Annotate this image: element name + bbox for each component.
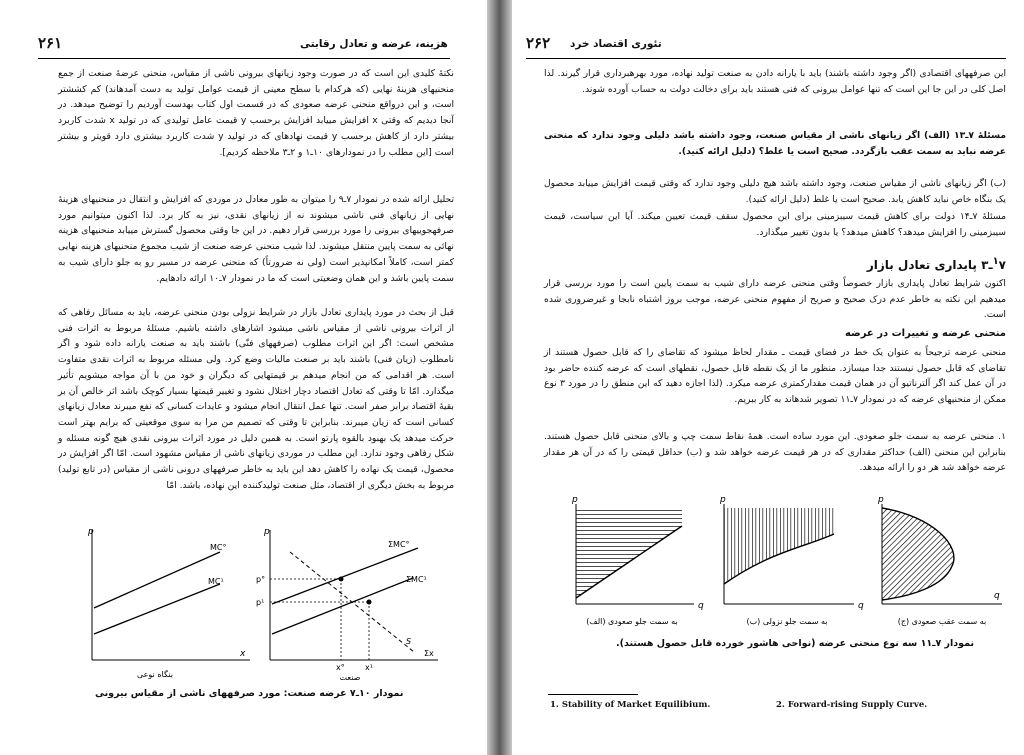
subject-label: بنگاه نوعی [136,670,174,679]
paragraph: منحنی عرضه ترجیحاً به عنوان یک خط در فضای قیمت ـ مقدار لحاظ میشود که تقاضای را که قابل حصول هستند از تقاضای که قابل حصول نیستند جدا میسازد. منظور ما از یک نقطه قابل حصول، نقطهای است که عرضه کننده حاضر بود در آن عمل کند اگر آلترناتیو آن در همان قیمت مقدارکمتری عرضه میکرد. (لذا اجازه دهید که این منطق را در مورد ۳ نوع ممکن از منحنیهای عرضه که در نمودار ۷ـ۱۱ تصویر شدهاند به کار ببریم. [544,347,1006,406]
panel-b [719,495,864,626]
problem-13b: (ب) اگر زیانهای ناشی از مقیاس صنعت، وجود داشته باشد هیچ دلیلی وجود ندارد که وقتی قیمت افزایش مییابد محصول یک بنگاه خاص نباید کاهش یابد. صحیح است یا غلط (دلیل ارائه کنید). [544,178,1006,205]
p0-label: p° [256,575,266,584]
panel-c [877,495,1002,626]
footnote-mark: ۱ [992,256,999,267]
x0-label: x° [336,663,345,672]
paragraph: قبل از بحث در مورد پایداری تعادل بازار در شرایط نزولی بودن منحنی عرضه، باید به مسائل رفاهی که از اثرات بیرونی ناشی از مقیاس ناشی میشود اشارهای داشته باشیم. مسئلهٔ مربوط به اثرات فنی مشخص است: اگر این اثرات مطلوب (صرفههای فنّی) باشند باید به صنعت یارانه داده شود و اگر نامطلوب (زیان فنی) باشند باید بر صنعت مالیات وضع کرد. ولی مسئله مربوط به اثرات نقدی متفاوت است. هر اقدامی که من انجام میدهم بر قیمتهایی که دیگران و خود من با آن مواجه میشویم تأثیر میگذارد. امّا تا وقتی که تعادل اقتصاد دچار اختلال نشود و تغییر قیمتها بسیار کوچک باشد اثر خالص آن بر بقیهٔ اقتصاد برابر صفر است. تنها عمل انتقال انجام میشود و عایدات کسانی که نفع میبرند معادل زیانهای کسانی است که زیان میبرند. بنابراین تا وقتی که تصمیم من مرا به سوی موقعیتی که برایم بهتر است حرکت میدهد یک بهبود بالقوه پارتو است. به همین دلیل در مورد اثرات بیرونی نقدی هیچ گونه مسئله و شکل رفاهی وجود ندارد. این مطلب در موردی زیانهای ناشی از مقیاس مشهود است. امّا اگر افزایش در محصول، قیمت یک نهاده را کاهش دهد این باید به خاطر صرفههای درونی ناشی از مقیاس (در تابع تولید) مربوط به بخش دیگری از اقتصاد، مثل صنعت تولیدکننده این نهاده، باشد. امّا [58,307,454,491]
page-number: ۲۶۲ [526,34,551,52]
figure-industry [238,522,448,682]
axis-x-label: x [240,649,246,659]
footnote-1: 1. Stability of Market Equilibium. [550,700,711,710]
s-label: S [406,637,412,646]
axis-p-label: p [878,495,884,505]
figure-caption: نمودار ۷ـ۱۱ سه نوع منحنی عرضه (نواحی هاشور خورده قابل حصول هستند). [616,638,975,649]
problem-13a: مسئلهٔ ۷ـ۱۳ (الف) اگر زیانهای ناشی از مقیاس صنعت، وجود داشته باشد دلیلی وجود ندارد که منحنی عرضه نباید به سمت عقب بازگردد. صحیح است یا غلط؟ (دلیل ارائه کنید). [544,130,1007,157]
panel-a [571,495,704,626]
x1-label: x¹ [365,663,373,672]
paragraph: تحلیل ارائه شده در نمودار ۷ـ۹ را میتوان به طور معادل در موردی که افزایش و انتقال در منحنیهای هزینهٔ نهایی از زیانهای فنی ناشی میشوند نه از زیانهای نقدی، نیز به کار برد. لذا اکنون میتوانیم مورد صرفهجوییهای بیرونی را مورد بررسی قرار دهیم. در این جا وقتی محصول گسترش مییابد منحنیهای هزینه نهائی به سمت پایین منتقل میشوند. لذا شیب منحنی عرضه صنعت از شیب مجموع منحنیهای هزینه نهایی کمتر است، کاملاً امکانپذیر است (ولی نه ضرورتاً) که منحنی عرضه در مسیر رو به جلو دارای شیب به سمت پایین باشد و این همان وضعیتی است که ما در نمودار ۷ـ۱۰ ارائه دادهایم. [58,194,454,284]
sx-label: Σx [424,649,434,658]
subsection-title: منحنی عرضه و تغییرات در عرضه [844,328,1006,339]
mc1-curve [94,584,220,634]
axis-q-label: q [858,601,864,611]
section-title-text: ۷ـ۳ پایداری تعادل بازار [866,258,1006,272]
mc0-label: MC° [210,543,227,552]
header-rule [526,58,1006,59]
p1-label: p¹ [256,598,265,607]
panel-b-label: (ب) به سمت جلو نزولی [746,617,828,626]
paragraph: این صرفههای اقتصادی (اگر وجود داشته باشند) باید با یارانه دادن به صنعت تولید نهاده، مورد بهرهبرداری قرار گیرند. لذا اصل کلی در این جا این است که تنها عوامل بیرونی که فنی هستند باید برای دخالت دولت به حساب آورده شوند. [544,68,1006,95]
figure-caption: نمودار ۱۰ـ۷ عرضه صنعت: مورد صرفههای ناشی از مقیاس بیرونی [95,688,404,699]
axis-q-label: q [698,601,704,611]
running-header: هزینه، عرضه و تعادل رقابتی [300,38,448,50]
panel-c-label: (ج) به سمت عقب صعودی [897,617,987,626]
subject-label: صنعت [339,673,361,682]
axis-p-label: p [88,527,94,537]
book-gutter [487,0,512,755]
mc1-label: MC¹ [208,577,224,586]
paragraph: نکتهٔ کلیدی این است که در صورت وجود زیانهای بیرونی ناشی از مقیاس، منحنی عرضهٔ صنعت از جمع منحنیهای هزینهٔ نهایی (که هرکدام با سطح معینی از قیمت عوامل تولید به دست آمدهاند) کم کششتر است، و این درواقع منحنی عرضه صعودی که در قسمت اول کتاب بهدست آوردیم را توضیح میدهد. در آنجا دیدیم که وقتی x افزایش مییابد افزایش برحسب y قیمت عامل تولیدی که در تولید x شدت کاربرد بیشتر دارد از کاهش برحسب y قیمت نهادهای که در تولید y شدت کاربرد بیشتری دارد قویتر و بیشتر است [این مطلب را در نمودارهای ۱۰ـ۱ و ۲ـ۳ ملاحظه کردیم]. [58,68,454,158]
mc0-curve [94,552,220,608]
figure-supply-curve-types [542,486,1012,634]
axis-p-label: p [720,495,726,505]
axis-p-label: p [572,495,578,505]
panel-a-label: (الف) به سمت جلو صعودی [586,617,678,626]
axis-p-label: p [264,527,270,537]
running-header: تئوری اقتصاد خرد [570,38,662,50]
smc1-label: ΣMC¹ [406,575,427,584]
section-title [867,256,1006,272]
right-page [512,0,1024,755]
paragraph: اکنون شرایط تعادل پایداری بازار خصوصاً وقتی منحنی عرضه دارای شیب به سمت پایین است را مورد بررسی قرار میدهیم این نکته به خاطر عدم درک صحیح و صریح از مفهوم منحنی عرضه، موجب بروز اشتباه نابجا و غیرضروری شده است. [544,278,1006,321]
paragraph: ۱. منحنی عرضه به سمت جلو صعودی. این مورد ساده است. همهٔ نقاط سمت چپ و بالای منحنی قابل حصول هستند. بنابراین این منحنی (الف) حداکثر مقداری که در هر قیمت عرضه خواهد شد و (ب) حداقل قیمتی را که در آن هر مقدار عرضه خواهد شد هر دو را ارائه میدهد. [544,431,1006,474]
header-rule [38,58,450,59]
problem-14: مسئلهٔ ۷ـ۱۴ دولت برای کاهش قیمت سیبزمینی برای این محصول سقف قیمت تعیین میکند. آیا این سیاست، قیمت سیبزمینی را افزایش میدهد؟ کاهش میدهد؟ یا بدون تغییر میگذارد. [544,211,1006,238]
page-number: ۲۶۱ [38,34,63,52]
smc0-label: ΣMC° [388,540,410,549]
axis-q-label: q [994,591,1000,601]
figure-typical-firm [70,522,255,682]
left-page [0,0,487,755]
footnote-rule [548,694,638,695]
smc1-curve [272,578,413,634]
footnote-2: 2. Forward-rising Supply Curve. [776,700,928,710]
smc0-curve [272,548,418,604]
